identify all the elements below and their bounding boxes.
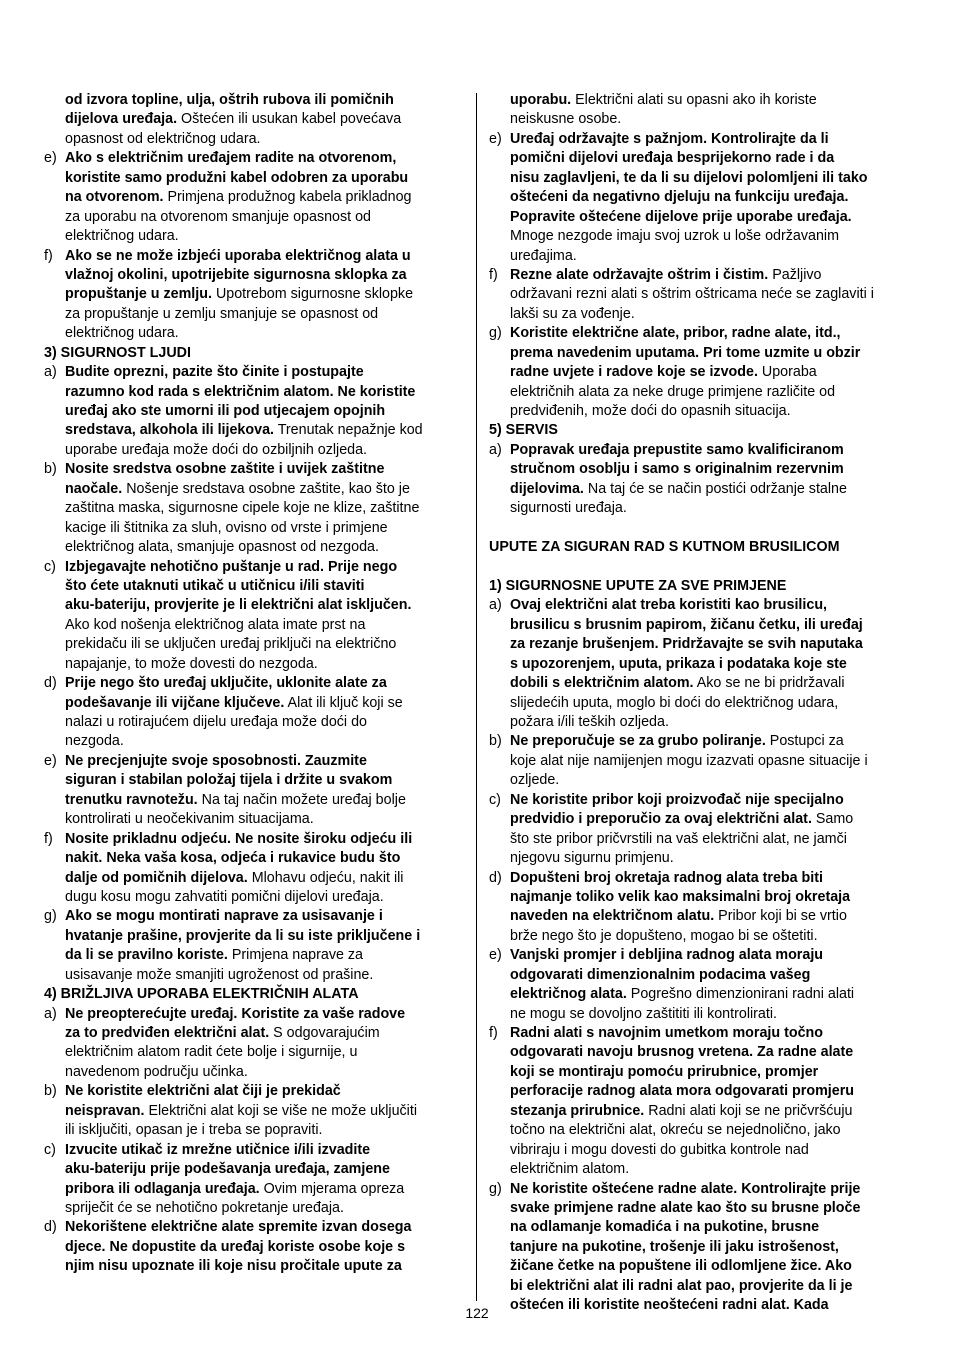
bold-text: Ako s električnim uređajem radite na otvorenom,	[65, 150, 397, 167]
bold-text: Izvucite utikač iz mrežne utičnice i/ili izvadite	[65, 1141, 371, 1158]
text-line	[489, 1160, 911, 1179]
text-line	[44, 538, 464, 557]
bold-text: Ovaj električni alat treba koristiti kao brusilicu,	[510, 597, 828, 614]
bold-text: Budite oprezni, pazite što činite i postupajte	[65, 364, 364, 381]
body-text: nalazi u rotirajućem dijelu uređaja može doći do	[65, 714, 367, 730]
bold-text: pribora ili odlaganja uređaja.	[65, 1180, 260, 1197]
bold-text: nisu zaglavljeni, te da li su dijelovi polomljeni ili tako	[510, 169, 868, 186]
body-text: opasnost od električnog udara.	[65, 130, 261, 147]
text-line	[44, 1160, 464, 1179]
text-line	[44, 1043, 464, 1062]
bold-text: dijelovima.	[510, 480, 584, 497]
bold-text: stručnom osoblju i samo s originalnim rezervnim	[510, 461, 844, 478]
body-text: Pogrešno dimenzionirani radni alati	[626, 986, 855, 1003]
bold-text: najmanje toliko velik kao maksimalni broj okretaja	[510, 888, 851, 905]
text-line	[44, 1238, 464, 1257]
body-text: uporabe uređaja može doći do ozbiljnih ozljeda.	[65, 441, 368, 458]
body-text: vibriraju i mogu dovesti do gubitka kontrole nad	[510, 1141, 809, 1158]
text-line	[489, 616, 911, 635]
bold-text: Ne koristite pribor koji proizvođač nije specijalno	[510, 791, 844, 808]
text-line	[489, 188, 911, 207]
text-line	[489, 1005, 911, 1024]
bold-text: sredstava, alkohola ili lijekova.	[65, 422, 274, 439]
bold-text: koristite samo produžni kabel odobren za uporabu	[65, 169, 409, 186]
body-text: Primjena naprave za	[227, 947, 363, 964]
text-line	[489, 1024, 911, 1043]
text-line	[44, 694, 464, 713]
text-line	[44, 363, 464, 382]
bold-text: neispravan.	[65, 1102, 145, 1119]
text-line	[44, 480, 464, 499]
bold-text: 4) BRIŽLJIVA UPORABA ELEKTRIČNIH ALATA	[44, 986, 359, 1003]
list-item-label: a)	[44, 1005, 57, 1022]
text-line	[44, 869, 464, 888]
body-text: Samo	[811, 811, 854, 828]
bold-text: za rezanje brušenjem. Pridržavajte se svih naputaka	[510, 636, 863, 653]
bold-text: na odlamanje komadića i na pukotine, brusne	[510, 1219, 820, 1236]
text-line	[44, 1180, 464, 1199]
body-text: Primjena produžnog kabela prikladnog	[163, 189, 412, 206]
body-text: lakši su za vođenje.	[510, 305, 635, 322]
bold-text: Rezne alate održavajte oštrim i čistim.	[510, 266, 769, 283]
list-item-label: a)	[489, 441, 502, 458]
text-line	[489, 1180, 911, 1199]
text-line	[489, 480, 911, 499]
list-item-label: d)	[44, 675, 57, 692]
text-line	[44, 596, 464, 615]
text-line	[44, 888, 464, 907]
bold-text: djece. Ne dopustite da uređaj koriste osobe koje s	[65, 1238, 406, 1255]
list-item-label: c)	[489, 791, 501, 808]
text-line	[489, 946, 911, 965]
body-text: kontrolirati u neočekivanim situacijama.	[65, 811, 314, 828]
text-line	[44, 577, 464, 596]
body-text: zaštitna maska, sigurnosne cipele koje ne klize, zaštitne	[65, 500, 420, 517]
text-line	[489, 1082, 911, 1101]
text-line	[44, 208, 464, 227]
text-line	[489, 110, 911, 129]
bold-text: vlažnoj okolini, upotrijebite sigurnosna sklopka za	[65, 266, 407, 283]
text-line	[489, 285, 911, 304]
bold-text: Prije nego što uređaj uključite, uklonite alate za	[65, 675, 387, 692]
text-line	[489, 1199, 911, 1218]
body-text: spriječit će se nehotično pokretanje uređaja.	[65, 1199, 344, 1216]
bold-text: siguran i stabilan položaj tijela i držite u svakom	[65, 772, 393, 789]
text-line	[489, 830, 911, 849]
body-text: prekidaču ili se uključen uređaj priključi na električno	[65, 636, 397, 653]
body-text: električnog udara.	[65, 325, 179, 342]
text-line	[44, 849, 464, 868]
list-item-label: d)	[44, 1219, 57, 1236]
bold-text: za to predviđen električni alat.	[65, 1025, 270, 1041]
text-line	[489, 985, 911, 1004]
bold-text: propuštanje u zemlju.	[65, 286, 212, 303]
text-line	[489, 1043, 911, 1062]
body-text: S odgovarajućim	[269, 1025, 380, 1041]
body-text: električnog alata, smanjuje opasnost od nezgoda.	[65, 539, 379, 556]
text-line	[489, 266, 911, 285]
body-text: Nošenje sredstava osobne zaštite, kao što je	[122, 480, 410, 497]
text-line	[44, 655, 464, 674]
list-item-label: g)	[489, 1180, 502, 1197]
list-item-label: g)	[44, 908, 57, 925]
bold-text: Izbjegavajte nehotično puštanje u rad. Prije nego	[65, 558, 398, 575]
body-text: kacige ili štitnika za sluh, ovisno od vrste i primjene	[65, 519, 388, 536]
bold-text: nakit. Neka vaša kosa, odjeća i rukavice budu što	[65, 850, 401, 867]
text-line	[489, 1277, 911, 1296]
bold-text: s upozorenjem, uputa, prikaza i podataka koje ste	[510, 655, 847, 672]
text-line	[44, 305, 464, 324]
body-text: dugu kosu mogu zahvatiti pomični dijelovi uređaja.	[65, 888, 384, 905]
bold-text: predvidio i preporučio za ovaj električni alat.	[510, 811, 812, 828]
text-line	[489, 421, 911, 440]
text-line	[44, 460, 464, 479]
bold-text: aku-bateriju, provjerite je li električni alat isključen.	[65, 597, 412, 614]
bold-text: podešavanje ili vijčane ključeve.	[65, 694, 285, 711]
body-text: električnim alatom.	[510, 1161, 630, 1178]
bold-text: da li se pravilno koriste.	[65, 947, 228, 964]
text-line	[44, 946, 464, 965]
body-text: za propuštanje u zemlju smanjuje se opasnost od	[65, 305, 379, 322]
bold-text: stezanja prirubnice.	[510, 1102, 645, 1119]
body-text: električnog udara.	[65, 228, 179, 245]
bold-text: trenutku ravnotežu.	[65, 791, 198, 808]
text-line	[44, 519, 464, 538]
text-line	[44, 441, 464, 460]
bold-text: Vanjski promjer i debljina radnog alata moraju	[510, 947, 824, 964]
bold-text: Nekorištene električne alate spremite izvan dosega	[65, 1219, 412, 1236]
body-text: Ako se ne bi pridržavali	[693, 675, 845, 692]
text-line	[489, 771, 911, 790]
bold-text: radne uvjete i radove koje se izvode.	[510, 364, 758, 381]
bold-text: dijelova uređaja.	[65, 111, 178, 128]
text-line	[489, 791, 911, 810]
text-line	[44, 285, 464, 304]
text-line	[489, 344, 911, 363]
bold-text: aku-bateriju prije podešavanja uređaja, zamjene	[65, 1161, 390, 1178]
text-line	[489, 869, 911, 888]
list-item-label: b)	[44, 1083, 57, 1100]
text-line	[44, 421, 464, 440]
right-column	[489, 91, 911, 1316]
text-line	[44, 616, 464, 635]
text-line	[489, 1218, 911, 1237]
text-line	[489, 635, 911, 654]
text-line	[489, 1102, 911, 1121]
body-text: Pažljivo	[768, 266, 822, 283]
text-line	[44, 752, 464, 771]
column-divider	[476, 93, 477, 1301]
bold-text: Ne koristite električni alat čiji je prekidač	[65, 1083, 341, 1100]
list-item-label: f)	[44, 830, 53, 847]
text-line	[44, 1102, 464, 1121]
text-line	[489, 694, 911, 713]
text-line	[489, 1141, 911, 1160]
list-item-label: b)	[44, 461, 57, 478]
list-item-label: e)	[489, 947, 502, 964]
text-line	[489, 752, 911, 771]
text-line	[44, 966, 464, 985]
body-text: Uporaba	[757, 364, 817, 381]
text-line	[44, 1218, 464, 1237]
text-line	[44, 713, 464, 732]
text-line	[44, 810, 464, 829]
bold-text: žičane četke na popuštene ili odlomljene žice. Ako	[510, 1258, 852, 1275]
text-line	[44, 830, 464, 849]
text-line	[489, 577, 911, 596]
body-text: Mnoge nezgode imaju svoj uzrok u loše održavanim	[510, 228, 840, 245]
text-line	[489, 1238, 911, 1257]
body-text: ne mogu se dovoljno zaštititi ili kontrolirati.	[510, 1005, 777, 1022]
bold-text: Ako se ne može izbjeći uporaba električnog alata u	[65, 247, 411, 264]
bold-text: Nosite prikladnu odjeću. Ne nosite široku odjeću ili	[65, 830, 413, 847]
blank-line	[489, 519, 911, 538]
bold-text: oštećen ili koristite neoštećeni radni alat. Kada	[510, 1297, 829, 1314]
text-line	[44, 1199, 464, 1218]
text-line	[489, 324, 911, 343]
body-text: nezgoda.	[65, 733, 124, 750]
bold-text: naočale.	[65, 480, 123, 497]
bold-text: Ne preporučuje se za grubo poliranje.	[510, 733, 766, 750]
text-line	[489, 596, 911, 615]
text-line	[489, 674, 911, 693]
text-line	[489, 247, 911, 266]
text-line	[489, 499, 911, 518]
bold-text: tanjure na pukotine, trošenje ili jaku istrošenost,	[510, 1238, 839, 1255]
body-text: Mlohavu odjeću, nakit ili	[247, 869, 404, 886]
text-line	[44, 169, 464, 188]
bold-text: uporabu.	[510, 92, 572, 108]
text-line	[489, 208, 911, 227]
body-text: predviđenih, može doći do opasnih situacija.	[510, 403, 791, 419]
bold-text: što ćete utaknuti utikač u utičnicu i/ili staviti	[65, 577, 365, 594]
body-text: električnim alatom radit ćete bolje i sigurnije, u	[65, 1044, 358, 1061]
text-line	[44, 266, 464, 285]
text-line	[44, 247, 464, 266]
list-item-label: c)	[44, 558, 56, 575]
body-text: slijedećih uputa, moglo bi doći do električnog udara,	[510, 694, 839, 711]
bold-text: 3) SIGURNOST LJUDI	[44, 344, 191, 361]
bold-text: Dopušteni broj okretaja radnog alata treba biti	[510, 869, 823, 886]
bold-text: koji se montiraju pomoću prirubnice, promjer	[510, 1063, 819, 1080]
text-line	[44, 227, 464, 246]
body-text: Oštećen ili usukan kabel povećava	[177, 111, 402, 128]
list-item-label: f)	[489, 1025, 498, 1041]
text-line	[44, 1063, 464, 1082]
text-line	[489, 538, 911, 557]
bold-text: Popravak uređaja prepustite samo kvalificiranom	[510, 441, 844, 458]
text-line	[44, 907, 464, 926]
body-text: Na taj način možete uređaj bolje	[197, 791, 406, 808]
body-text: točno na električni alat, okreću se nejednolično, jako	[510, 1122, 841, 1139]
text-line	[489, 363, 911, 382]
bold-text: Ako se mogu montirati naprave za usisavanje i	[65, 908, 383, 925]
text-line	[44, 558, 464, 577]
text-line	[44, 149, 464, 168]
text-line	[489, 130, 911, 149]
bold-text: na otvorenom.	[65, 189, 164, 206]
bold-text: bi električni alat ili radni alat pao, provjerite da li je	[510, 1277, 853, 1294]
text-line	[44, 499, 464, 518]
left-column	[44, 91, 464, 1277]
body-text: za uporabu na otvorenom smanjuje opasnost od	[65, 208, 371, 225]
text-line	[489, 1121, 911, 1140]
body-text: brže nego što je dopušteno, mogao bi se oštetiti.	[510, 927, 818, 944]
list-item-label: c)	[44, 1141, 56, 1158]
body-text: napajanje, to može dovesti do nezgoda.	[65, 655, 318, 672]
text-line	[489, 441, 911, 460]
page-number: 122	[465, 1305, 489, 1321]
bold-text: električnog alata.	[510, 986, 627, 1003]
bold-text: njim nisu upoznate ili koje nisu pročitale upute za	[65, 1258, 402, 1275]
body-text: usisavanje može smanjiti ugroženost od prašine.	[65, 966, 374, 983]
list-item-label: e)	[44, 150, 57, 167]
text-line	[489, 305, 911, 324]
text-line	[44, 1082, 464, 1101]
body-text: sigurnosti uređaja.	[510, 500, 627, 517]
list-item-label: e)	[44, 752, 57, 769]
body-text: navedenom području učinka.	[65, 1063, 248, 1080]
text-line	[489, 383, 911, 402]
bold-text: Koristite električne alate, pribor, radne alate, itd.,	[510, 325, 841, 342]
body-text: Postupci za	[765, 733, 844, 750]
text-line	[44, 674, 464, 693]
body-text: Ovim mjerama opreza	[259, 1180, 405, 1197]
text-line	[489, 169, 911, 188]
body-text: električnih alata za neke druge primjene različite od	[510, 383, 836, 400]
text-line	[44, 1121, 464, 1140]
text-line	[44, 791, 464, 810]
list-item-label: b)	[489, 733, 502, 750]
text-line	[44, 985, 464, 1004]
body-text: neiskusne osobe.	[510, 111, 622, 128]
text-line	[44, 771, 464, 790]
text-line	[489, 1257, 911, 1276]
bold-text: razumno kod rada s električnim alatom. Ne koristite	[65, 383, 416, 400]
bold-text: oštećeni da negativno djeluju na funkciju uređaja.	[510, 189, 849, 206]
text-line	[44, 130, 464, 149]
text-line	[489, 402, 911, 421]
text-line	[489, 810, 911, 829]
bold-text: Ne preopterećujte uređaj. Koristite za vaše radove	[65, 1005, 406, 1022]
body-text: Električni alati su opasni ako ih koriste	[571, 92, 817, 108]
bold-text: Nosite sredstva osobne zaštite i uvijek zaštitne	[65, 461, 385, 478]
text-line	[44, 402, 464, 421]
text-line	[489, 655, 911, 674]
body-text: njegovu sigurnu primjenu.	[510, 850, 674, 867]
text-line	[44, 1024, 464, 1043]
bold-text: 5) SERVIS	[489, 422, 558, 439]
text-line	[489, 849, 911, 868]
list-item-label: g)	[489, 325, 502, 342]
text-line	[489, 888, 911, 907]
list-item-label: a)	[44, 364, 57, 381]
body-text: Na taj će se način postići održanje stalne	[583, 480, 847, 497]
text-line	[44, 635, 464, 654]
body-text: Alat ili ključ koji se	[284, 694, 403, 711]
text-line	[489, 227, 911, 246]
text-line	[489, 460, 911, 479]
bold-text: Ne koristite oštećene radne alate. Kontrolirajte prije	[510, 1180, 861, 1197]
bold-text: pomični dijelovi uređaja besprijekorno rade i da	[510, 150, 835, 167]
body-text: Električni alat koji se više ne može uključiti	[144, 1102, 418, 1119]
body-text: Ako kod nošenja električnog alata imate prst na	[65, 616, 366, 633]
body-text: Radni alati koji se ne pričvršćuju	[644, 1102, 853, 1119]
text-line	[44, 91, 464, 110]
text-line	[44, 1005, 464, 1024]
bold-text: UPUTE ZA SIGURAN RAD S KUTNOM BRUSILICOM	[489, 539, 840, 556]
text-line	[44, 1141, 464, 1160]
list-item-label: e)	[489, 130, 502, 147]
text-line	[44, 1257, 464, 1276]
bold-text: prema navedenim uputama. Pri tome uzmite u obzir	[510, 344, 861, 361]
bold-text: brusilicu s brusnim papirom, žičanu četku, ili uređaj	[510, 616, 863, 633]
text-line	[44, 927, 464, 946]
list-item-label: a)	[489, 597, 502, 614]
bold-text: od izvora topline, ulja, oštrih rubova ili pomičnih	[65, 92, 394, 108]
bold-text: dalje od pomičnih dijelova.	[65, 869, 248, 886]
bold-text: hvatanje prašine, provjerite da li su iste priključene i	[65, 927, 421, 944]
text-line	[489, 907, 911, 926]
body-text: ili isključiti, opasan je i treba se popraviti.	[65, 1122, 323, 1139]
text-line	[44, 383, 464, 402]
bold-text: Uređaj održavajte s pažnjom. Kontrolirajte da li	[510, 130, 829, 147]
body-text: održavani rezni alati s oštrim oštricama neće se zaglaviti i	[510, 286, 874, 303]
body-text: što ste pribor pričvrstili na vaš električni alat, ne jamči	[510, 830, 847, 847]
bold-text: odgovarati dimenzionalnim podacima vašeg	[510, 966, 811, 983]
body-text: Pribor koji bi se vrtio	[714, 908, 847, 925]
bold-text: uređaj ako ste umorni ili pod utjecajem opojnih	[65, 403, 386, 419]
body-text: požara i/ili teških ozljeda.	[510, 714, 669, 730]
bold-text: perforacije radnog alata mora odgovarati promjeru	[510, 1083, 855, 1100]
blank-line	[489, 558, 911, 577]
text-line	[44, 732, 464, 751]
text-line	[489, 149, 911, 168]
text-line	[44, 188, 464, 207]
bold-text: Popravite oštećene dijelove prije uporabe uređaja.	[510, 208, 852, 225]
body-text: Trenutak nepažnje kod	[274, 422, 423, 439]
bold-text: odgovarati navoju brusnog vretena. Za radne alate	[510, 1044, 854, 1061]
body-text: ozljede.	[510, 772, 560, 789]
text-line	[44, 110, 464, 129]
body-text: koje alat nije namijenjen mogu izazvati opasne situacije i	[510, 752, 868, 769]
body-text: Upotrebom sigurnosne sklopke	[211, 286, 414, 303]
text-line	[489, 1063, 911, 1082]
bold-text: Ne precjenjujte svoje sposobnosti. Zauzmite	[65, 752, 367, 769]
text-line	[489, 966, 911, 985]
text-line	[489, 927, 911, 946]
text-line	[489, 713, 911, 732]
bold-text: naveden na električnom alatu.	[510, 908, 715, 925]
list-item-label: f)	[489, 266, 498, 283]
bold-text: 1) SIGURNOSNE UPUTE ZA SVE PRIMJENE	[489, 577, 787, 594]
text-line	[44, 324, 464, 343]
list-item-label: d)	[489, 869, 502, 886]
text-line	[44, 344, 464, 363]
bold-text: dobili s električnim alatom.	[510, 675, 694, 692]
bold-text: svake primjene radne alate kao što su brusne ploče	[510, 1199, 861, 1216]
body-text: uređajima.	[510, 247, 577, 264]
bold-text: Radni alati s navojnim umetkom moraju točno	[510, 1025, 823, 1041]
list-item-label: f)	[44, 247, 53, 264]
text-line	[489, 91, 911, 110]
text-line	[489, 732, 911, 751]
